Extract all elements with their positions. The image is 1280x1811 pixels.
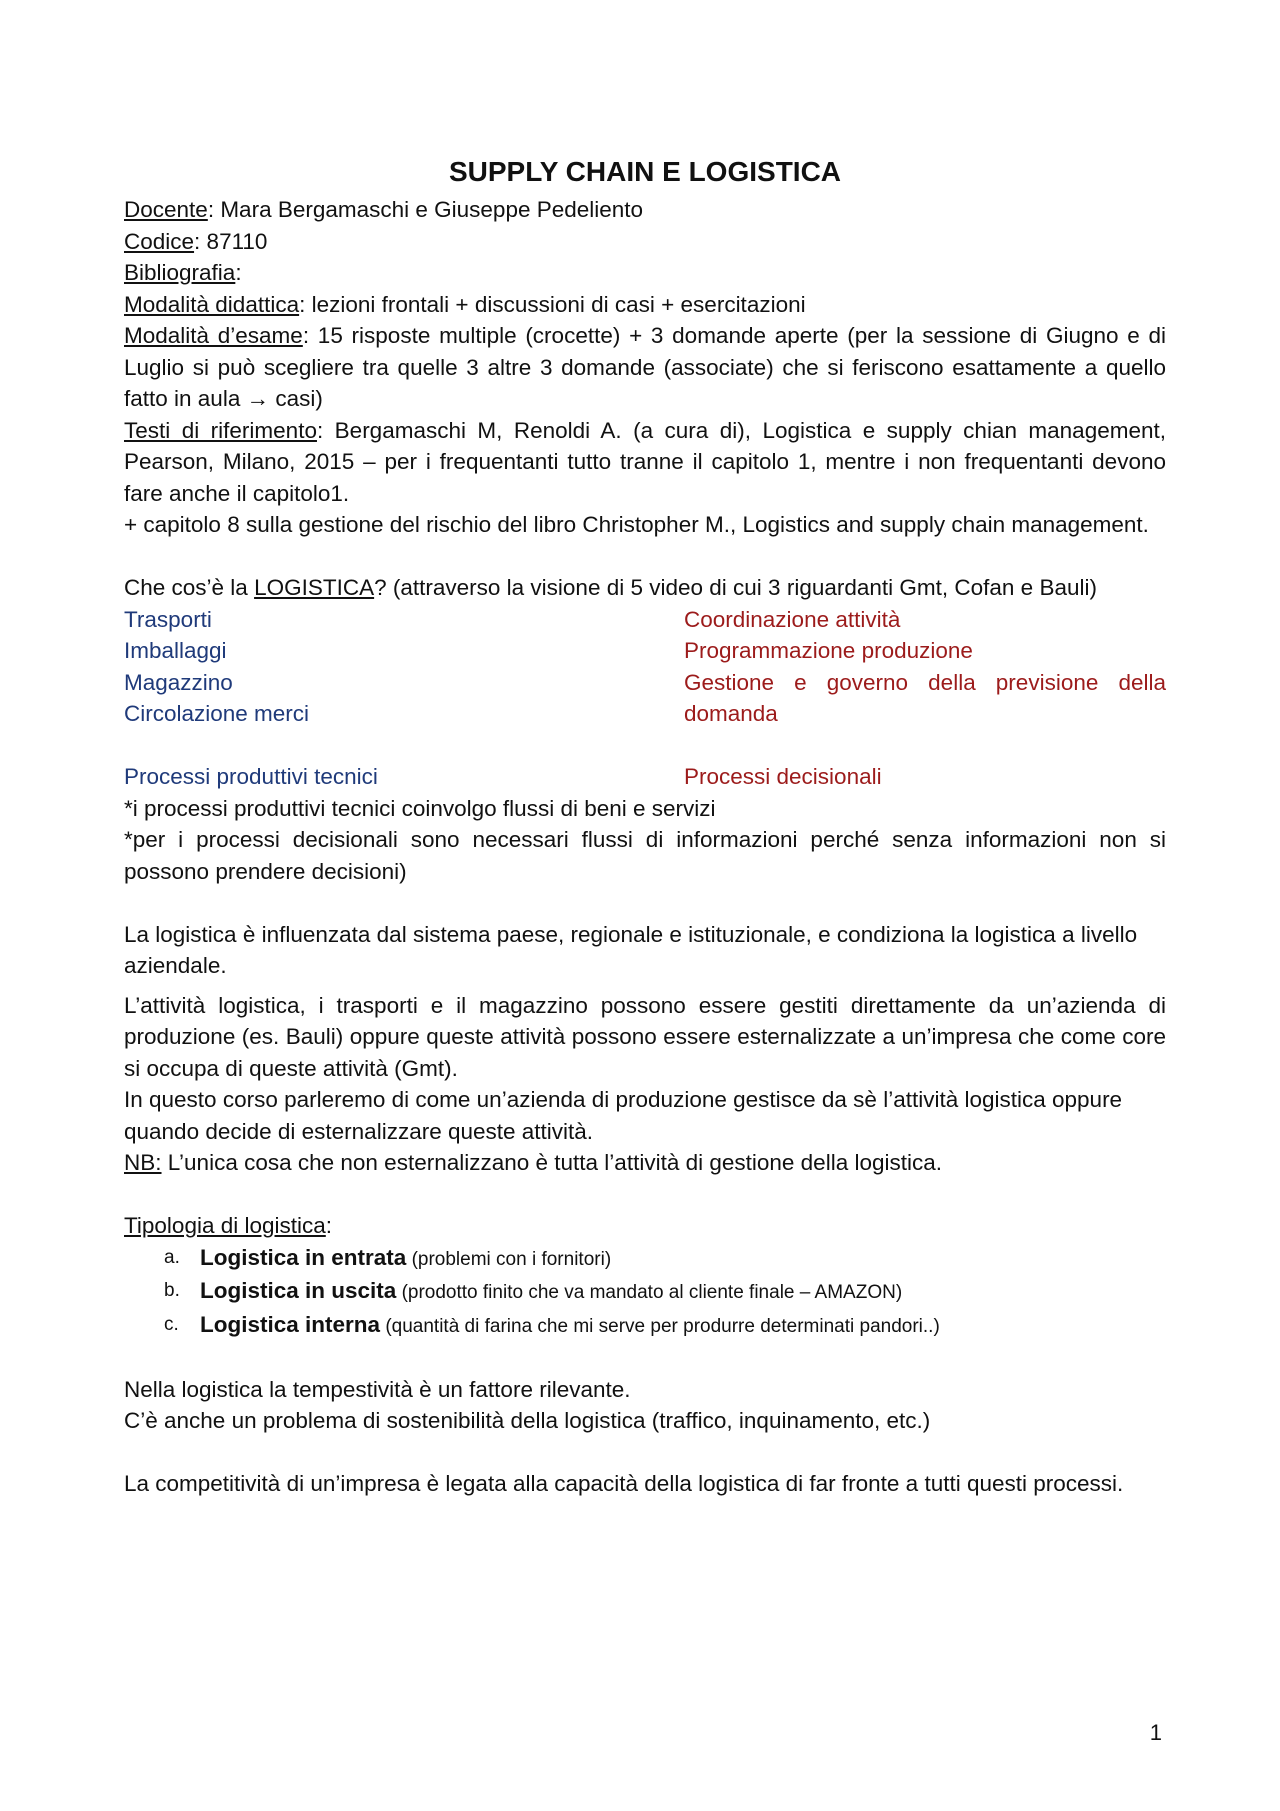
bibliografia-line xyxy=(124,257,1166,289)
docente-line xyxy=(124,194,1166,226)
nb-label: NB: xyxy=(124,1150,162,1175)
list-item xyxy=(124,1275,1166,1309)
intro-before: Che cos’è la xyxy=(124,575,255,600)
modalita-didattica-value: : lezioni frontali + discussioni di casi + esercitazioni xyxy=(299,291,806,317)
tipologia-list xyxy=(124,1242,1166,1343)
left-item: Trasporti xyxy=(124,606,212,632)
modalita-didattica-label: Modalità didattica xyxy=(124,291,300,317)
spacer xyxy=(124,1342,1166,1374)
left-process: Processi produttivi tecnici xyxy=(124,764,378,789)
list-item xyxy=(124,1309,1166,1343)
intro-after: ? (attraverso la visione di 5 video di cui 3 riguardanti Gmt, Cofan e Bauli) xyxy=(374,575,1097,600)
logistica-term: LOGISTICA xyxy=(254,575,375,600)
list-item-rest: (prodotto finito che va mandato al cliente finale – AMAZON) xyxy=(396,1282,903,1303)
spacer xyxy=(124,730,1166,762)
list-item xyxy=(124,1242,1166,1276)
spacer xyxy=(124,887,1166,919)
list-marker: c. xyxy=(164,1313,179,1335)
spacer xyxy=(124,1179,1166,1211)
paragraph-1: La logistica è influenzata dal sistema paese, regionale e istituzionale, e condiziona la logistica a livello aziendale. xyxy=(124,921,1138,978)
docente-value: : Mara Bergamaschi e Giuseppe Pedeliento xyxy=(207,197,644,222)
docente-label: Docente xyxy=(124,197,208,222)
note-1: *i processi produttivi tecnici coinvolgo flussi di beni e servizi xyxy=(124,795,716,821)
paragraph-3: In questo corso parleremo di come un’azienda di produzione gestisce da sè l’attività logistica oppure quando decide di esternalizzare queste attività. xyxy=(124,1087,1123,1144)
modalita-esame-line xyxy=(124,320,1166,415)
right-process: Processi decisionali xyxy=(684,764,882,789)
nb-line xyxy=(124,1147,1166,1179)
right-column xyxy=(684,604,1166,730)
list-item-rest: (problemi con i fornitori) xyxy=(406,1248,612,1270)
testi-line xyxy=(124,415,1166,510)
left-item: Imballaggi xyxy=(124,638,227,663)
document-page xyxy=(124,154,1166,1500)
modalita-didattica-line xyxy=(124,289,1166,321)
right-item: Programmazione produzione xyxy=(684,638,973,663)
closing-line-1: Nella logistica la tempestività è un fattore rilevante. xyxy=(124,1376,631,1402)
logistica-intro xyxy=(124,572,1166,604)
tipologia-heading-text: Tipologia di logistica xyxy=(124,1213,326,1238)
left-item: Magazzino xyxy=(124,669,233,695)
document-title: SUPPLY CHAIN E LOGISTICA xyxy=(448,156,842,187)
list-item-bold: Logistica in entrata xyxy=(200,1244,407,1270)
tipologia-heading xyxy=(124,1210,1166,1242)
note-2: *per i processi decisionali sono necessari flussi di informazioni perché senza informazioni non si possono prendere decisioni) xyxy=(124,827,1166,884)
spacer xyxy=(124,1437,1166,1469)
testi-value: : Bergamaschi M, Renoldi A. (a cura di), Logistica e supply chian management, Pearson, Milano, 2015 – per i frequentanti tutto tranne il capitolo 1, mentre i non frequentanti devono fare anche il capitolo1. xyxy=(124,417,1166,506)
paragraph-2: L’attività logistica, i trasporti e il magazzino possono essere gestiti direttamente da un’azienda di produzione (es. Bauli) oppure queste attività possono essere esternalizzate a un’impresa che come core si occupa di queste attività (Gmt). xyxy=(124,992,1166,1081)
spacer xyxy=(124,541,1166,573)
codice-line xyxy=(124,226,1166,258)
closing-line-2: C’è anche un problema di sostenibilità della logistica (traffico, inquinamento, etc.) xyxy=(124,1408,931,1433)
list-marker: b. xyxy=(164,1280,180,1301)
capitolo-8-line: + capitolo 8 sulla gestione del rischio del libro Christopher M., Logistics and supply chain management. xyxy=(124,512,1149,537)
page-number: 1 xyxy=(1149,1720,1162,1745)
modalita-esame-label: Modalità d’esame xyxy=(124,323,303,348)
spacer xyxy=(124,982,1166,990)
right-item: Coordinazione attività xyxy=(684,606,901,632)
right-item: Gestione e governo della previsione della domanda xyxy=(684,669,1166,726)
list-marker: a. xyxy=(164,1246,180,1268)
tipologia-heading-suffix: : xyxy=(325,1213,333,1238)
closing-line-3: La competitività di un’impresa è legata alla capacità della logistica di far fronte a tutti questi processi. xyxy=(124,1471,1124,1496)
bibliografia-value: : xyxy=(235,260,242,285)
left-item: Circolazione merci xyxy=(124,701,310,726)
nb-text: L’unica cosa che non esternalizzano è tutta l’attività di gestione della logistica. xyxy=(161,1150,942,1175)
codice-label: Codice xyxy=(124,228,195,254)
modalita-esame-value: : 15 risposte multiple (crocette) + 3 domande aperte (per la sessione di Giugno e di Luglio si può scegliere tra quelle 3 altre 3 domande (associate) che si feriscono esattamente a quello fatto in aula → casi) xyxy=(124,323,1167,411)
codice-value: : 87110 xyxy=(194,228,268,254)
process-columns xyxy=(124,761,1166,793)
bibliografia-label: Bibliografia xyxy=(124,260,236,285)
list-item-bold: Logistica interna xyxy=(200,1311,381,1337)
left-column xyxy=(124,604,684,730)
list-item-bold: Logistica in uscita xyxy=(200,1278,397,1303)
testi-label: Testi di riferimento xyxy=(124,417,317,443)
list-item-rest: (quantità di farina che mi serve per produrre determinati pandori..) xyxy=(380,1315,940,1337)
logistica-columns xyxy=(124,604,1166,730)
